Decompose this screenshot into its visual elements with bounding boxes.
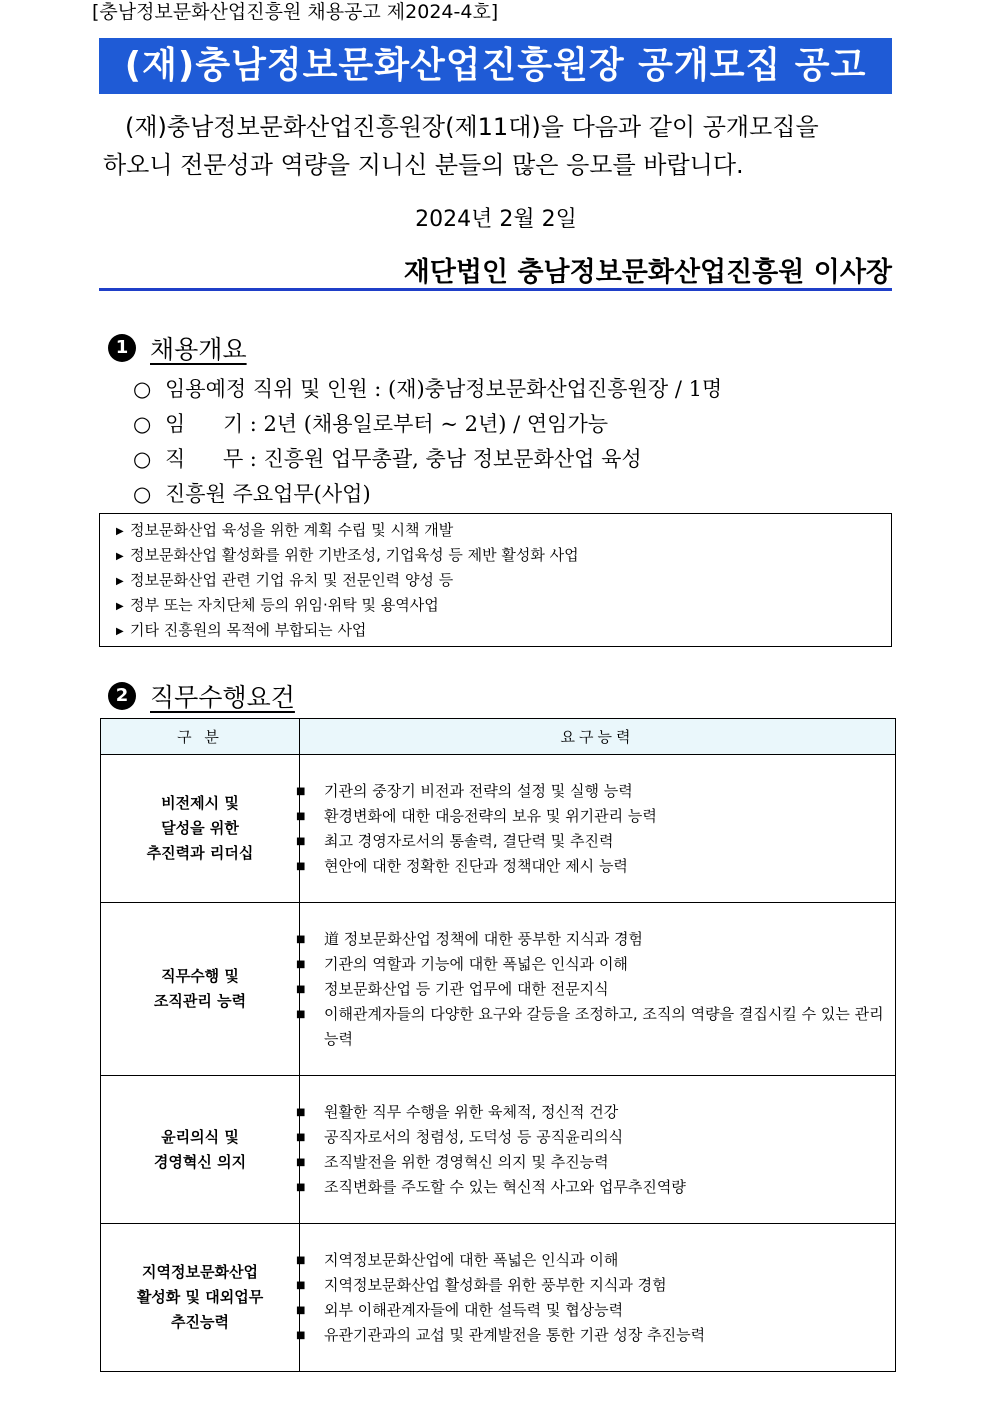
overview-value: : (재)충남정보문화산업진흥원장 / 1명 <box>374 377 723 401</box>
triangle-bullet-icon: ▶ <box>116 626 124 637</box>
section-1-heading <box>108 330 247 366</box>
section-2-title: 직무수행요건 <box>150 683 295 712</box>
list-item: ▶ 기타 진흥원의 목적에 부합되는 사업 <box>116 618 891 643</box>
overview-label-part: 임 <box>165 412 186 436</box>
list-item: ■ 조직발전을 위한 경영혁신 의지 및 추진능력 <box>296 1152 609 1171</box>
list-item: ■ 원활한 직무 수행을 위한 육체적, 정신적 건강 <box>296 1102 619 1121</box>
overview-label-part: 무 <box>223 447 244 471</box>
header-requirement: 요구능력 <box>300 719 896 755</box>
table-header-row <box>101 719 896 755</box>
notice-number: [충남정보문화산업진흥원 채용공고 제2024-4호] <box>92 1 499 23</box>
overview-label-part: 기 <box>223 412 244 436</box>
intro-line-1: (재)충남정보문화산업진흥원장(제11대)을 다음과 같이 공개모집을 <box>125 113 819 141</box>
table-row <box>101 1224 896 1372</box>
circle-bullet-icon: ○ <box>133 412 152 436</box>
overview-label: 진흥원 주요업무(사업) <box>165 482 371 506</box>
requirements-table <box>100 718 896 1372</box>
list-item: ■ 지역정보문화산업에 대한 폭넓은 인식과 이해 <box>296 1250 619 1269</box>
circle-bullet-icon: ○ <box>133 447 152 471</box>
main-duties-box <box>99 513 892 647</box>
list-item: ■ 조직변화를 주도할 수 있는 혁신적 사고와 업무추진역량 <box>296 1177 686 1196</box>
intro-line-2: 하오니 전문성과 역량을 지니신 분들의 많은 응모를 바랍니다. <box>103 151 744 179</box>
list-item: ▶ 정보문화산업 관련 기업 유치 및 전문인력 양성 등 <box>116 568 891 593</box>
intro-paragraph <box>103 108 893 184</box>
list-item: ■ 정보문화산업 등 기관 업무에 대한 전문지식 <box>296 979 609 998</box>
requirement-cell <box>296 1224 896 1372</box>
requirement-cell <box>296 903 896 1076</box>
triangle-bullet-icon: ▶ <box>116 601 124 612</box>
header-category: 구 분 <box>101 719 300 755</box>
overview-label-part: 직 <box>165 447 186 471</box>
list-item: ■ 기관의 역할과 기능에 대한 폭넓은 인식과 이해 <box>296 954 628 973</box>
list-item: ■ 지역정보문화산업 활성화를 위한 풍부한 지식과 경험 <box>296 1275 667 1294</box>
list-item: ▶ 정보문화산업 활성화를 위한 기반조성, 기업육성 등 제반 활성화 사업 <box>116 543 891 568</box>
page-title: (재)충남정보문화산업진흥원장 공개모집 공고 <box>99 38 892 94</box>
list-item: ■ 기관의 중장기 비전과 전략의 설정 및 실행 능력 <box>296 781 633 800</box>
list-item: ▶ 정보문화산업 육성을 위한 계획 수립 및 시책 개발 <box>116 518 891 543</box>
category-cell: 윤리의식 및 경영혁신 의지 <box>101 1076 300 1224</box>
section-2-heading <box>108 678 295 714</box>
requirement-cell <box>296 755 896 903</box>
overview-row-duty <box>133 442 722 477</box>
circle-bullet-icon: ○ <box>133 377 152 401</box>
list-item: ■ 유관기관과의 교섭 및 관계발전을 통한 기관 성장 추진능력 <box>296 1325 706 1344</box>
overview-row-position <box>133 372 722 407</box>
table-row <box>101 903 896 1076</box>
list-item: ■ 현안에 대한 정확한 진단과 정책대안 제시 능력 <box>296 856 628 875</box>
list-item: ■ 환경변화에 대한 대응전략의 보유 및 위기관리 능력 <box>296 806 657 825</box>
section-1-number-icon: 1 <box>108 334 136 362</box>
list-item: ■ 최고 경영자로서의 통솔력, 결단력 및 추진력 <box>296 831 614 850</box>
table-row <box>101 755 896 903</box>
section-2-number-icon: 2 <box>108 682 136 710</box>
overview-label: 임용예정 직위 및 인원 <box>165 377 368 401</box>
section-1-title: 채용개요 <box>150 335 247 364</box>
issuer-name: 재단법인 충남정보문화산업진흥원 이사장 <box>403 257 892 288</box>
triangle-bullet-icon: ▶ <box>116 551 124 562</box>
category-cell: 지역정보문화산업 활성화 및 대외업무 추진능력 <box>101 1224 300 1372</box>
list-item: ▶ 정부 또는 자치단체 등의 위임·위탁 및 용역사업 <box>116 593 891 618</box>
list-item: ■ 道 정보문화산업 정책에 대한 풍부한 지식과 경험 <box>296 929 643 948</box>
list-item: ■ 공직자로서의 청렴성, 도덕성 등 공직윤리의식 <box>296 1127 624 1146</box>
overview-value: : 진흥원 업무총괄, 충남 정보문화산업 육성 <box>249 447 642 471</box>
overview-list <box>133 372 722 512</box>
category-cell: 직무수행 및 조직관리 능력 <box>101 903 300 1076</box>
triangle-bullet-icon: ▶ <box>116 526 124 537</box>
header-divider <box>99 288 892 291</box>
overview-value: : 2년 (채용일로부터 ~ 2년) / 연임가능 <box>249 412 609 436</box>
overview-row-term <box>133 407 722 442</box>
list-item: ■ 이해관계자들의 다양한 요구와 갈등을 조정하고, 조직의 역량을 결집시킬 수 있는 관리능력 <box>296 1004 884 1048</box>
requirement-cell <box>296 1076 896 1224</box>
category-cell: 비전제시 및 달성을 위한 추진력과 리더십 <box>101 755 300 903</box>
notice-date: 2024년 2월 2일 <box>415 207 577 232</box>
triangle-bullet-icon: ▶ <box>116 576 124 587</box>
table-row <box>101 1076 896 1224</box>
list-item: ■ 외부 이해관계자들에 대한 설득력 및 협상능력 <box>296 1300 624 1319</box>
circle-bullet-icon: ○ <box>133 482 152 506</box>
overview-row-main-work <box>133 477 722 512</box>
